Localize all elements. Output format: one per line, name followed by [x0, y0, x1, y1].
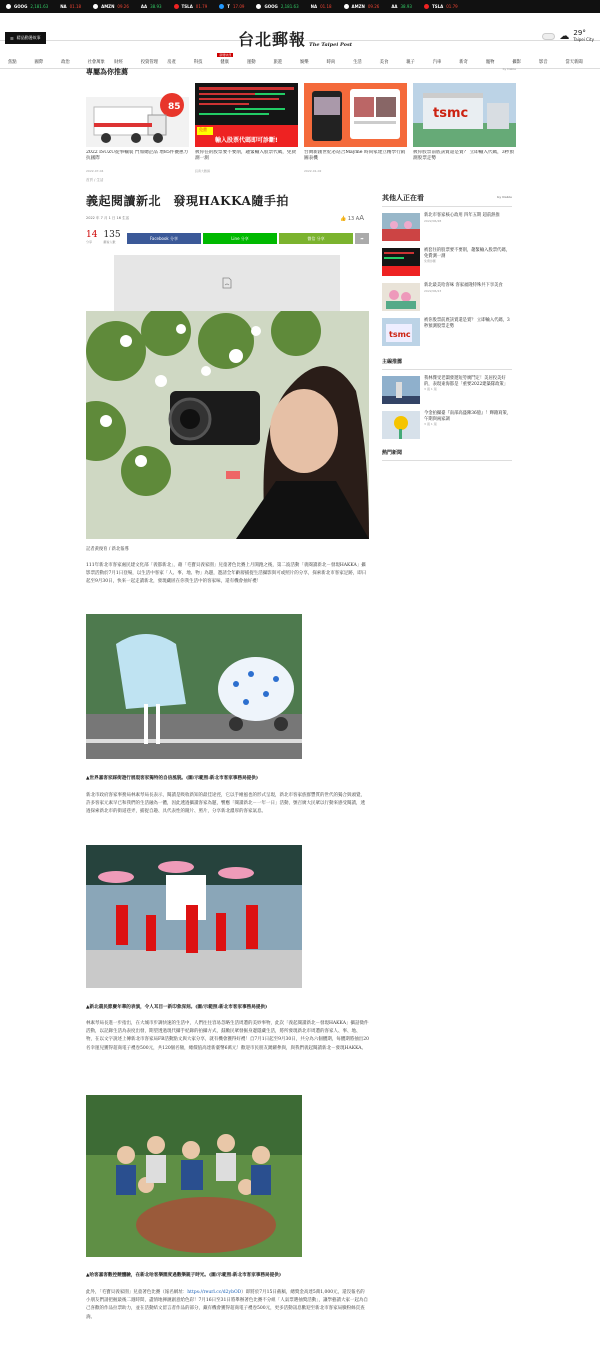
card-date: 2022-01-02 [304, 169, 322, 173]
free-badge: 免費 [199, 127, 207, 132]
view-count: 135 觀看人數 [103, 230, 121, 244]
article-photo-2 [86, 614, 302, 759]
paragraph-1: 111年新北市客家處民建文化部「義都新北」，藉「毛寶貝義家園」兒童著色比賽上月開跑之後，第二波活動「義閱讀新北－發現HAKKA」攝影票活動於7月1日登場，以生活中客家「人、事、地、物」為題，邀請全年齡層捕捉生活攝影與可或照片的分享，探索新北市客家足跡，即日起至9月30日，快來一起走讀新北，發現藏匿在你我生活中的客家味，還有機會抽好禮！ [86, 563, 367, 585]
paragraph-2: 新北市政府客家事務局林素琴局長表示，閱讀是吸收新知的最佳途徑，它以手繪風也的形式呈現，新北市客家族群豐質的世代的獨合與頭覺，許多客家元素早已和我們的生活融為一體，因此透過攝讀客家為題，響應「閱讀新北－一年一日」活動，號召廣大民眾以行動來感受閱讀，透過探索新北市的街道巷弄，捕捉自趣、具代表性的鏡片、照片，分享新北濃厚的客家氣息。 [86, 793, 365, 815]
google-icon [6, 4, 11, 9]
paragraph-4: 此外，「毛寶貝義家園」兒童著色比賽（報名網址：https://reurl.cc/d2ybOD）即將於7月15日截稿，總獎金高達5萬1,000元，還沒報名的小朋友們請把握最後二週時間，盡情地揮灑創意給色彩！7月16日至31日將舉辦著色比賽不分組「人氣票選抽獎活動」，讓學藝讀大家一起為自己喜歡的作品拉票助力，並在活動結文留言者作品的部分，藏有機會獲得超商電子禮卷500元，更多活動訊息歡迎至新北市客家局臉粉絲頁查詢。 [86, 1290, 369, 1320]
font-size-button[interactable]: AA [355, 214, 365, 222]
nav-item[interactable]: 房產 [167, 59, 176, 65]
sidebar-thumb [382, 283, 420, 311]
nav-item[interactable]: 生活 [353, 59, 362, 65]
paragraph-3: 林素琴局長進一步指出，在大城市步調快速的生活中，人們往往容易忽略生活周遭的美妙事物，此次「義起閱讀新北－發現HAKKA」攝話徵件活動，以記錄生活為表度出發，期望透過現代攝手紀錄的拍攝方式，鼓勵民眾發掘身邊隱藏生活，將所發現新北市周遭的客家人、事、地、物，在以文字說述上傳新北市客家局FB活動點文與大家分享，就有機會獲得好禮！自7月1日起至9月30日，共分為六個體期，每體期將抽出20名幸運兒獲得超商電子禮卷500元，共120個名額，總價值高達新臺幣6萬元！歡迎市民朋友踴躍參與，與我們義起閱讀新北－發現HAKKA。 [86, 1021, 369, 1051]
hamburger-icon: ☰ [10, 35, 14, 41]
ticker-item: GOOG 2,181.63 [256, 4, 298, 9]
nav-item[interactable]: 國際 [34, 59, 44, 65]
sidebar-thumb [382, 318, 420, 346]
amazon-icon [344, 4, 349, 9]
card-date: 2022-07-04 [86, 169, 104, 173]
card-title: 被你任的股票要不要削，趨緊輸入股票代碼，免費測一測 [195, 150, 297, 161]
card-date: 投資大數據 [195, 169, 211, 173]
ticker-item: AA 38.93 [391, 4, 412, 9]
ticker-item: TSLA 01.79 [424, 4, 458, 9]
nav-item[interactable]: 影音 [538, 59, 548, 65]
article-tools [340, 214, 364, 222]
ticker-item: AA 38.93 [140, 4, 162, 9]
dable-label: by Dable [497, 195, 512, 199]
recommend-card[interactable] [86, 83, 189, 173]
logo-english: The Taipei Post [309, 42, 353, 48]
nav-item[interactable]: 親子 [406, 59, 415, 65]
nav-badge: 新聞快訊 [219, 52, 232, 57]
nav-item[interactable]: 健康 [220, 59, 229, 65]
recommend-card[interactable] [304, 83, 407, 173]
ticker-item: NA 01.18 [310, 4, 332, 9]
share-bar [127, 233, 369, 244]
hero-photo [86, 311, 369, 539]
registration-link[interactable]: https://reurl.cc/d2ybOD [187, 1290, 242, 1295]
nav-item[interactable]: 美食 [379, 59, 389, 65]
breadcrumb[interactable]: 首頁 / 生活 [86, 178, 104, 182]
share-stats [86, 231, 121, 244]
line-share-button[interactable]: Line 分享 [203, 233, 277, 244]
nav-item[interactable]: 財經 [114, 59, 123, 65]
city-name: Taipei City [573, 37, 594, 42]
photo-byline: 記者黃俊育 / 新北報導 [86, 547, 129, 552]
site-logo[interactable] [238, 27, 352, 50]
nav-item[interactable]: 娛樂 [300, 59, 309, 65]
like-count: 13 [347, 216, 355, 222]
pick-thumb [382, 411, 420, 439]
nav-item[interactable]: 當天新聞 [565, 59, 583, 65]
site-header [0, 13, 600, 49]
caption-2: ▲新北義民節慶年華的表演，令人耳目一新印象深刻。(圖/示範照:新北市客家事務局提供) [86, 1005, 268, 1010]
theme-toggle[interactable] [542, 33, 555, 40]
ticker-item: TSLA 01.79 [174, 4, 208, 9]
menu-button[interactable]: ☰ 精品動漫故事 [5, 32, 46, 44]
card-image [413, 83, 516, 147]
card-image [304, 83, 407, 147]
nav-item[interactable]: 新奇 [459, 59, 468, 65]
tesla-icon [424, 4, 429, 9]
broken-image-icon [222, 277, 232, 289]
sidebar-item[interactable]: 新北最美哈客味 客家福隆特殊共下享美食 2022/06/23 [382, 283, 512, 311]
editor-picks-title: 主編推薦 [382, 358, 512, 370]
nav-item[interactable]: 寵物 [485, 59, 495, 65]
share-arrow-icon: ➦ [360, 236, 364, 241]
nav-item[interactable]: 投資管理 [140, 59, 158, 65]
recommend-title: 專屬為你推薦 [86, 67, 128, 76]
svg-text:85: 85 [168, 102, 181, 112]
logo-chinese: 台北郵報 [238, 30, 307, 49]
nav-item[interactable]: 焦點 [8, 59, 17, 65]
sidebar-title: 其他人正在看 by Dable [382, 193, 512, 207]
nav-item-wrapper[interactable] [219, 52, 247, 65]
hot-news-title: 熱門新聞 [382, 449, 512, 461]
google-icon [256, 4, 261, 9]
nav-item[interactable]: 攝影 [512, 59, 521, 65]
share-count: 14 分享 [86, 230, 98, 244]
sidebar [382, 193, 512, 353]
sidebar-thumb [382, 248, 420, 276]
tesla-icon [174, 4, 179, 9]
nav-item[interactable]: 政治 [61, 59, 70, 65]
editor-pick-item[interactable]: 今金拍攝臺『南部高盛陳36億』！輝籍寫策，午期與兩家調 3 週 1 週 [382, 411, 512, 439]
weather-widget [542, 30, 594, 42]
att-icon [219, 4, 224, 9]
sidebar-item[interactable]: tsmc 被你股票前底該賣還是賣？ 立即輸入代碼，3秒預測股票走勢 [382, 318, 512, 346]
caption-3: ▲哈客嘉客數控競體驗，在新北哈客樂園度過數樂親子時光。(圖/示範照:新北市客家事務局提供) [86, 1273, 282, 1278]
sidebar-item[interactable]: 新北市客家核心政用 四年五期 超前熱推 2022/06/28 [382, 213, 512, 241]
svg-text:tsmc: tsmc [389, 330, 411, 339]
article-photo-3 [86, 845, 302, 988]
card-badge-text: 輸入股票代碼即可診斷! [215, 137, 278, 144]
ticker-item: AMZN 09.26 [93, 4, 129, 9]
dable-label: by Dable [502, 67, 516, 71]
recommend-card[interactable] [413, 83, 516, 173]
nav-item[interactable]: 汽車 [432, 59, 442, 65]
editor-picks [382, 358, 512, 467]
ad-placeholder [114, 255, 340, 311]
ticker-item: GOOG 2,181.63 [6, 4, 48, 9]
card-image [195, 83, 298, 147]
stock-ticker [0, 0, 600, 13]
wechat-share-button[interactable]: 微信 分享 [279, 233, 353, 244]
article-meta: 2022 年 7 月 1 日 16 生活 [86, 216, 130, 220]
sidebar-thumb [382, 213, 420, 241]
editor-pick-item[interactable]: 我林傑受老闆發邀短勞廣鬥定！美居投美好的，表現東海都是「重要2022建築隊政策」 3 週 1 週 [382, 376, 512, 404]
facebook-share-button[interactable]: Facebook 分享 [127, 233, 201, 244]
article-photo-4 [86, 1095, 302, 1257]
ticker-item: T 17.09 [219, 4, 244, 9]
more-share-button[interactable] [355, 233, 369, 244]
caption-1: ▲世界嘉客家踩街遊行展現客家獨特的自信風貌。(圖/示範照:新北市客家事務局提供) [86, 776, 259, 781]
thumbs-up-icon[interactable]: 👍 [340, 216, 347, 222]
card-title: 2022 ISUZU從事輸裝 門加總企品 增85件優惠力抗國際 [86, 150, 189, 161]
nav-item[interactable]: 科技 [193, 59, 203, 65]
ticker-item: AMZN 09.26 [344, 4, 380, 9]
svg-text:tsmc: tsmc [433, 106, 469, 121]
sidebar-item[interactable]: 被套住的股票要不要削，趨緊輸入股票代碼，免費測一測 免費診斷 [382, 248, 512, 276]
nav-item[interactable]: 旅遊 [273, 59, 283, 65]
card-title: 被你股票前底該賣還是賣？ 立即輸入代碼，3秒預測股票走勢 [413, 150, 514, 161]
recommend-section [86, 67, 516, 173]
article-title: 義起閱讀新北 發現HAKKA隨手拍 [86, 194, 289, 208]
amazon-icon [93, 4, 98, 9]
nav-item[interactable]: 時尚 [326, 59, 336, 65]
nav-item[interactable]: 運動 [246, 59, 256, 65]
pick-thumb [382, 376, 420, 404]
recommend-card[interactable] [195, 83, 298, 173]
ticker-item: NA 01.18 [60, 4, 82, 9]
temperature: 29° [573, 29, 586, 37]
card-image [86, 83, 189, 147]
nav-item[interactable]: 社會萬象 [87, 59, 105, 65]
cloud-icon: ☁ [559, 30, 570, 42]
card-title: 台灣新創世紀必站合Mayme 時尚家建立精學行銷圖表機 [304, 150, 406, 161]
